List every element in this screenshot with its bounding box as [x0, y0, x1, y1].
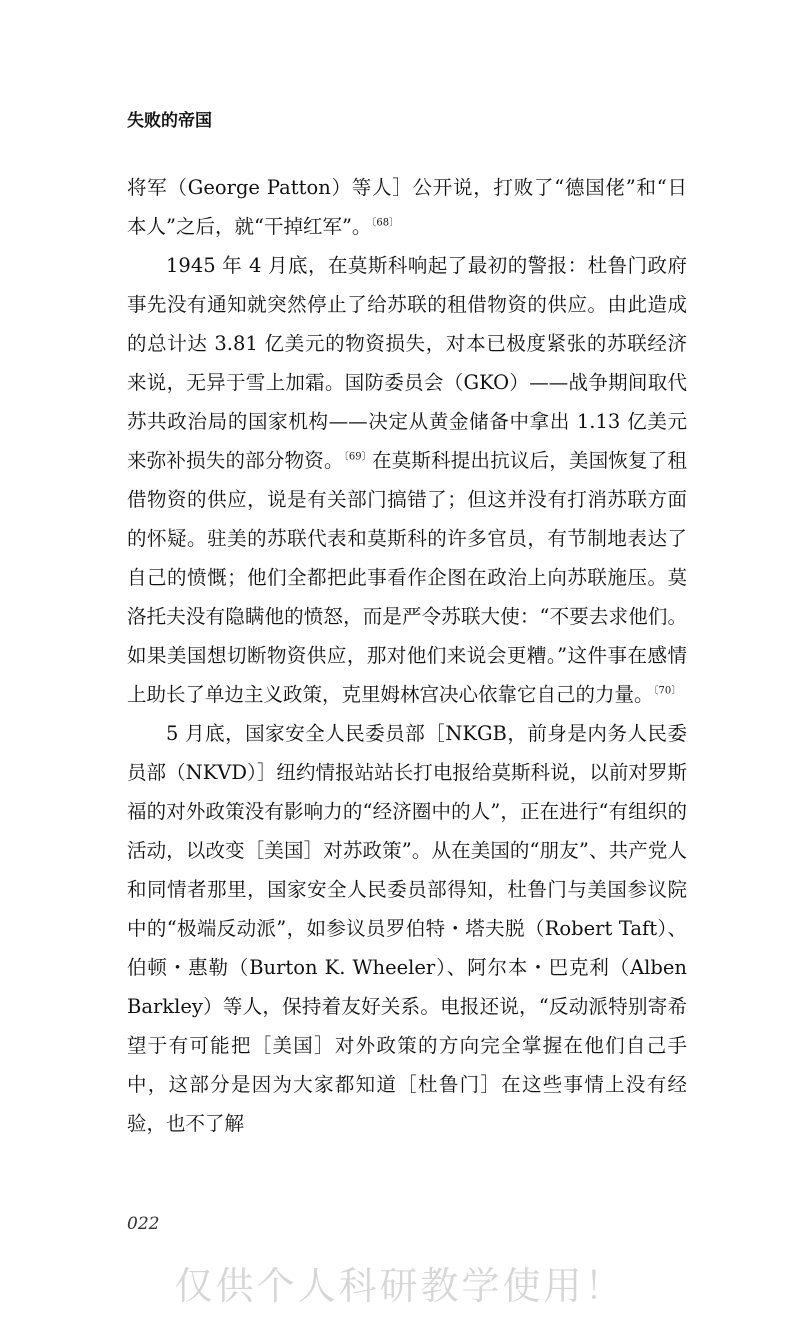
paragraph-1: [127, 168, 687, 246]
body-text: [127, 168, 687, 1143]
footnote-marker: 〔70〕: [653, 685, 682, 697]
paragraph-text: 将军（George Patton）等人］公开说，打败了“德国佬”和“日本人”之后，就“干掉红军”。: [127, 176, 687, 238]
paragraph-2: [127, 246, 687, 714]
page-number: 022: [127, 1214, 160, 1234]
watermark: 仅供个人科研教学使用！: [174, 1264, 626, 1308]
paragraph-text-continued: 在莫斯科提出抗议后，美国恢复了租借物资的供应，说是有关部门搞错了；但这并没有打消苏联方面的怀疑。驻美的苏联代表和莫斯科的许多官员，有节制地表达了自己的愤慨；他们全都把此事看作企图在政治上向苏联施压。莫洛托夫没有隐瞒他的愤怒，而是严令苏联大使：“不要去求他们。如果美国想切断物资供应，那对他们来说会更糟。”这件事在感情上助长了单边主义政策，克里姆林宫决心依靠它自己的力量。: [127, 449, 687, 706]
paragraph-text: 5 月底，国家安全人民委员部［NKGB，前身是内务人民委员部（NKVD）］纽约情报站站长打电报给莫斯科说，以前对罗斯福的对外政策没有影响力的“经济圈中的人”，正在进行“有组织的活动，以改变［美国］对苏政策”。从在美国的“朋友”、共产党人和同情者那里，国家安全人民委员部得知，杜鲁门与美国参议院中的“极端反动派”，如参议员罗伯特・塔夫脱（Robert Taft）、伯顿・惠勒（Burton K. Wheeler）、阿尔本・巴克利（Alben Barkley）等人，保持着友好关系。电报还说，“反动派特别寄希望于有可能把［美国］对外政策的方向完全掌握在他们自己手中，这部分是因为大家都知道［杜鲁门］在这些事情上没有经验，也不了解: [127, 722, 687, 1135]
footnote-marker: 〔69〕: [343, 451, 373, 463]
paragraph-text: 1945 年 4 月底，在莫斯科响起了最初的警报：杜鲁门政府事先没有通知就突然停止了给苏联的租借物资的供应。由此造成的总计达 3.81 亿美元的物资损失，对本已极度紧张的苏联经济来说，无异于雪上加霜。国防委员会（GKO）——战争期间取代苏共政治局的国家机构——决定从黄金储备中拿出 1.13 亿美元来弥补损失的部分物资。: [127, 254, 687, 472]
running-header: 失败的帝国: [127, 111, 212, 131]
footnote-marker: 〔68〕: [371, 217, 400, 229]
paragraph-3: [127, 714, 687, 1143]
